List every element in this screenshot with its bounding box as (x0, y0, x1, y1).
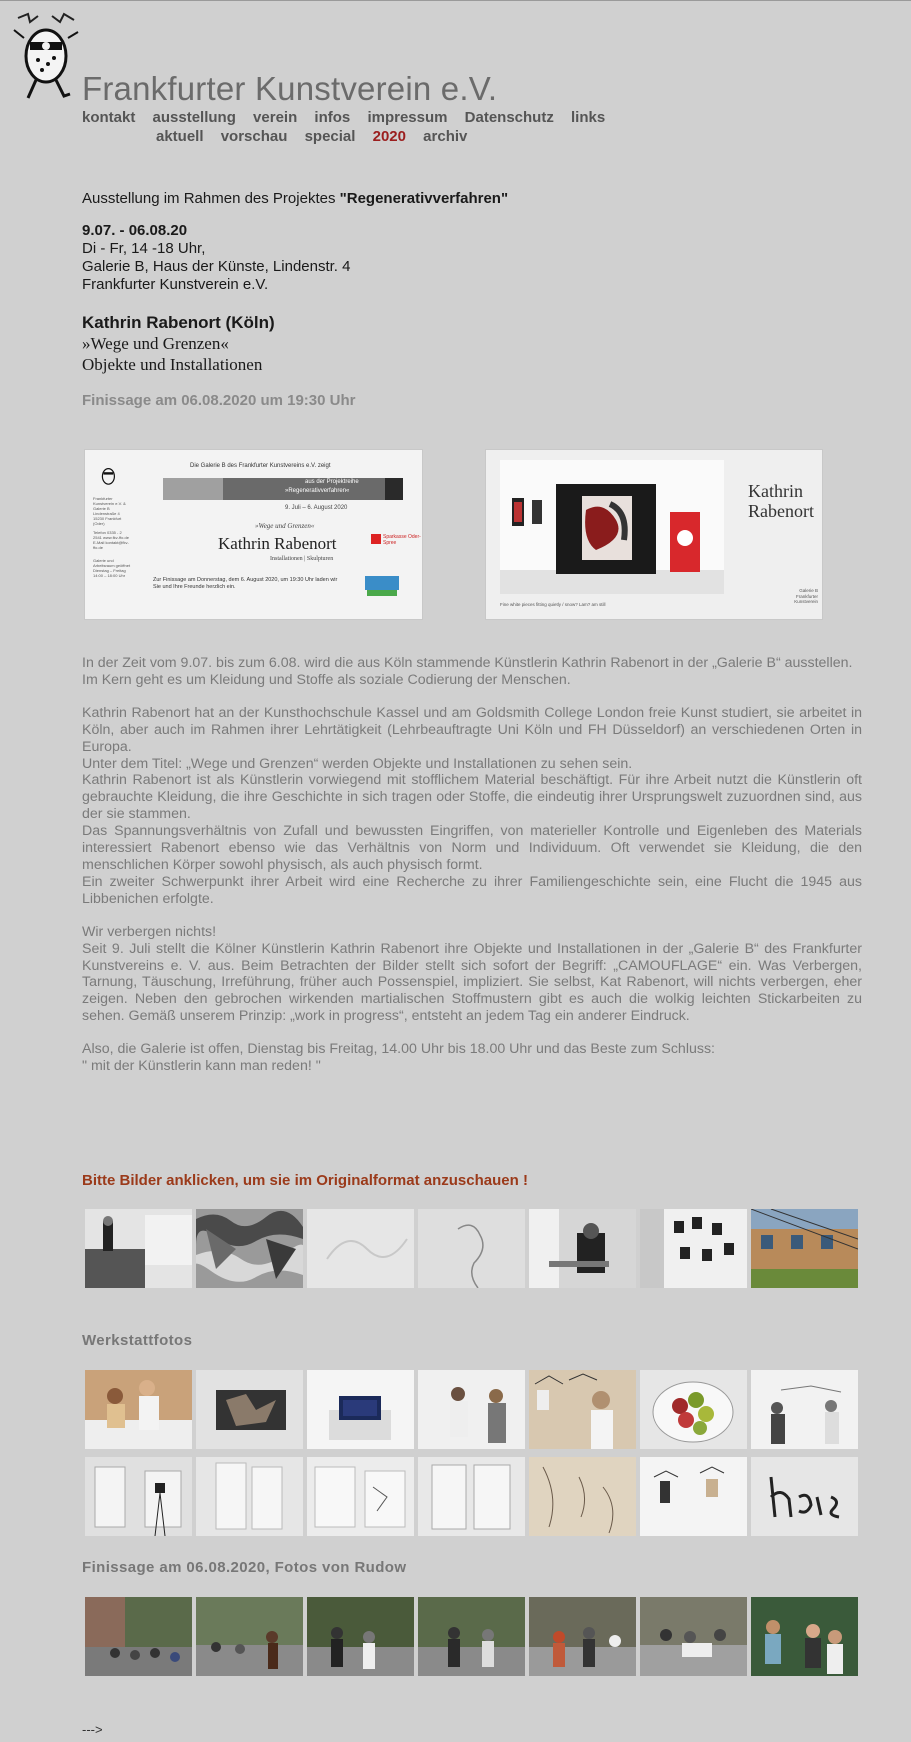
flyer-subtitle: Installationen | Skulpturen (270, 556, 334, 562)
gallery-thumb[interactable] (196, 1370, 303, 1449)
exhibition-intro (82, 190, 862, 207)
gallery-thumb[interactable] (85, 1457, 192, 1536)
nav-impressum[interactable]: impressum (367, 109, 448, 126)
opening-hours: Di - Fr, 14 -18 Uhr, (82, 240, 206, 257)
flyer-hours: Galerie und Arbeitsraum geöffnet Dienstag – Freitag 14:00 – 18:00 Uhr (93, 558, 131, 578)
click-hint: Bitte Bilder anklicken, um sie im Originalformat anzuschauen ! (82, 1172, 528, 1189)
gallery-thumb[interactable] (529, 1370, 636, 1449)
nav-verein[interactable]: verein (253, 109, 298, 126)
project-name: "Regenerativverfahren" (339, 190, 509, 207)
paragraph: Das Spannungsverhältnis von Zufall und bewussten Eingriffen, von materieller Kontrolle und Eigenleben des Materials interessiert Rabenort ebenso wie das Verhältnis von Norm und Individuum. Oft verwendet sie Kleidung, die den menschlichen Körper sowohl physisch, als auch physisch formt. (82, 823, 862, 873)
flyer-date-range: 9. Juli – 6. August 2020 (285, 505, 348, 511)
paragraph: Kathrin Rabenort hat an der Kunsthochschule Kassel und am Goldsmith College London freie Kunst studiert, sie arbeitet in Köln, aber auch im Rahmen ihrer Lehrtätigkeit (Lehrbeauftragte Uni Köln und FH Düsseldorf) an verschiedenen Orten in Europa. (82, 704, 862, 755)
gallery-thumb[interactable] (529, 1457, 636, 1536)
gallery-thumb[interactable] (640, 1457, 747, 1536)
gallery-thumb[interactable] (751, 1457, 858, 1536)
poster-caption: Fine white pieces fitting quietly / snow? Lam? am still (500, 602, 606, 607)
kunstverein-logo-icon[interactable] (8, 8, 82, 102)
artist-name: Kathrin Rabenort (Köln) (82, 313, 275, 332)
flyer-address: Frankfurter Kunstverein e.V. & Galerie B Lindenstraße 4 15230 Frankfurt (Oder) (93, 496, 126, 526)
nav-vorschau[interactable]: vorschau (220, 128, 288, 145)
nav-links[interactable]: links (571, 109, 606, 126)
sparkasse-logo-icon (371, 534, 381, 544)
paragraph: Ein zweiter Schwerpunkt ihrer Arbeit wird eine Recherche zu ihrer Familiengeschichte sein, eine Flucht die 1945 aus Libbenichen erfolgte. (82, 873, 862, 907)
organizer: Frankfurter Kunstverein e.V. (82, 276, 269, 293)
gallery-thumb[interactable] (196, 1597, 303, 1676)
nav-archiv[interactable]: archiv (423, 128, 468, 145)
sponsor-logo-green-icon (367, 590, 397, 596)
gallery-thumb[interactable] (85, 1209, 192, 1288)
poster-title-line2: Rabenort (748, 501, 814, 521)
paragraph: Seit 9. Juli stellt die Kölner Künstlerin Kathrin Rabenort ihre Objekte und Installationen in der „Galerie B“ des Frankfurter Kunstvereins e. V. aus. Beim Betrachten der Bilder stellt sich sofort der Begriff: „CAMOUFLAGE“ ein. Was Verbergen, Tarnung, Täuschung, Irreführung, früher auch Possenspiel, impliziert. Sie selbst, Kat Rabenort, will nichts verbergen, eher zeigen. Neben den gebrochen wirkenden martialischen Stoffmustern gibt es auch die wolkig leichten Stickarbeiten zu sehen. Gemäß unserem Prinzip: „work in progress“, entsteht an jedem Tag ein anderer Eindruck. (82, 940, 862, 1025)
flyer-banner-top: Die Galerie B des Frankfurter Kunstvereins e.V. zeigt (190, 463, 331, 469)
exhibition-poster[interactable] (486, 450, 822, 619)
paragraph: Also, die Galerie ist offen, Dienstag bis Freitag, 14.00 Uhr bis 18.00 Uhr und das Beste zum Schluss: (82, 1041, 715, 1058)
paragraph: Wir verbergen nichts! (82, 923, 217, 940)
poster-title-line1: Kathrin (748, 481, 803, 501)
nav-ausstellung[interactable]: ausstellung (152, 109, 236, 126)
sponsor-logo-blue-icon (365, 576, 399, 590)
werkstatt-gallery (85, 1370, 858, 1449)
flyer-phone: Telefon 0335 - 2 2541 www.fkv-ffo.de E-Mail kontakt@fkv-ffo.de (93, 530, 129, 550)
exhibition-title: »Wege und Grenzen« (82, 334, 229, 353)
gallery-thumb[interactable] (640, 1209, 747, 1288)
secondary-nav (156, 128, 480, 145)
exhibition-gallery (85, 1209, 858, 1288)
nav-special[interactable]: special (304, 128, 356, 145)
paragraph: Unter dem Titel: „Wege und Grenzen“ werden Objekte und Installationen zu sehen sein. (82, 755, 633, 772)
flyer-artist: Kathrin Rabenort (218, 534, 337, 553)
gallery-thumb[interactable] (751, 1370, 858, 1449)
exhibition-subtitle: Objekte und Installationen (82, 355, 263, 374)
flyer-banner-mid1: aus der Projektreihe (305, 479, 359, 485)
gallery-thumb[interactable] (85, 1597, 192, 1676)
site-title: Frankfurter Kunstverein e.V. (82, 70, 498, 107)
paragraph: Kathrin Rabenort ist als Künstlerin vorwiegend mit stofflichem Material beschäftigt. Für ihre Arbeit nutzt die Künstlerin oft gebrauchte Kleidung, die ihre Geschichte in sich tragen oder Stoffe, die eindeutig ihrer Ursprungswelt zuzuordnen sind, aus der sie stammen. (82, 772, 862, 823)
nav-infos[interactable]: infos (314, 109, 351, 126)
flyer-invite: Zur Finissage am Donnerstag, dem 6. August 2020, um 19:30 Uhr laden wir Sie und Ihre Freunde herzlich ein. (153, 577, 338, 590)
gallery-thumb[interactable] (640, 1597, 747, 1676)
location: Galerie B, Haus der Künste, Lindenstr. 4 (82, 258, 351, 275)
paragraph: " mit der Künstlerin kann man reden! " (82, 1058, 321, 1075)
gallery-thumb[interactable] (751, 1597, 858, 1676)
sponsor-sparkasse: Sparkasse Oder-Spree (383, 534, 421, 546)
finissage-gallery (85, 1597, 858, 1676)
exhibition-info (82, 222, 862, 294)
exhibition-dates: 9.07. - 06.08.20 (82, 222, 188, 239)
exhibition-description (82, 655, 862, 1075)
nav-kontakt[interactable]: kontakt (82, 109, 136, 126)
gallery-thumb[interactable] (196, 1209, 303, 1288)
gallery-thumb[interactable] (418, 1597, 525, 1676)
next-arrow-link[interactable]: ---> (82, 1722, 103, 1737)
gallery-thumb[interactable] (640, 1370, 747, 1449)
gallery-thumb[interactable] (418, 1209, 525, 1288)
gallery-thumb[interactable] (529, 1597, 636, 1676)
primary-nav (82, 109, 618, 126)
artist-block (82, 312, 862, 375)
paragraph: Im Kern geht es um Kleidung und Stoffe als soziale Codierung der Menschen. (82, 671, 571, 688)
werkstatt-gallery-2 (85, 1457, 858, 1536)
nav-2020[interactable]: 2020 (372, 128, 406, 145)
gallery-thumb[interactable] (751, 1209, 858, 1288)
poster-corner: Galerie B Frankfurter Kunstverein (794, 588, 818, 604)
gallery-thumb[interactable] (196, 1457, 303, 1536)
paragraph: In der Zeit vom 9.07. bis zum 6.08. wird die aus Köln stammende Künstlerin Kathrin Rabenort in der „Galerie B“ ausstellen. (82, 655, 853, 671)
flyer-banner-mid2: »Regenerativverfahren« (285, 488, 350, 494)
gallery-thumb[interactable] (307, 1370, 414, 1449)
gallery-thumb[interactable] (307, 1209, 414, 1288)
gallery-thumb[interactable] (529, 1209, 636, 1288)
gallery-thumb[interactable] (85, 1370, 192, 1449)
gallery-thumb[interactable] (418, 1370, 525, 1449)
werkstatt-title: Werkstattfotos (82, 1332, 193, 1349)
gallery-thumb[interactable] (418, 1457, 525, 1536)
invitation-flyer[interactable] (85, 450, 422, 619)
intro-text: Ausstellung im Rahmen des Projektes (82, 190, 340, 207)
gallery-thumb[interactable] (307, 1457, 414, 1536)
poster-title (748, 481, 814, 521)
nav-datenschutz[interactable]: Datenschutz (464, 109, 554, 126)
nav-aktuell[interactable]: aktuell (156, 128, 204, 145)
finissage-note: Finissage am 06.08.2020 um 19:30 Uhr (82, 392, 356, 409)
flyer-title-small: »Wege und Grenzen« (255, 522, 315, 530)
finissage-gallery-title: Finissage am 06.08.2020, Fotos von Rudow (82, 1559, 407, 1576)
gallery-thumb[interactable] (307, 1597, 414, 1676)
top-border (0, 0, 911, 1)
